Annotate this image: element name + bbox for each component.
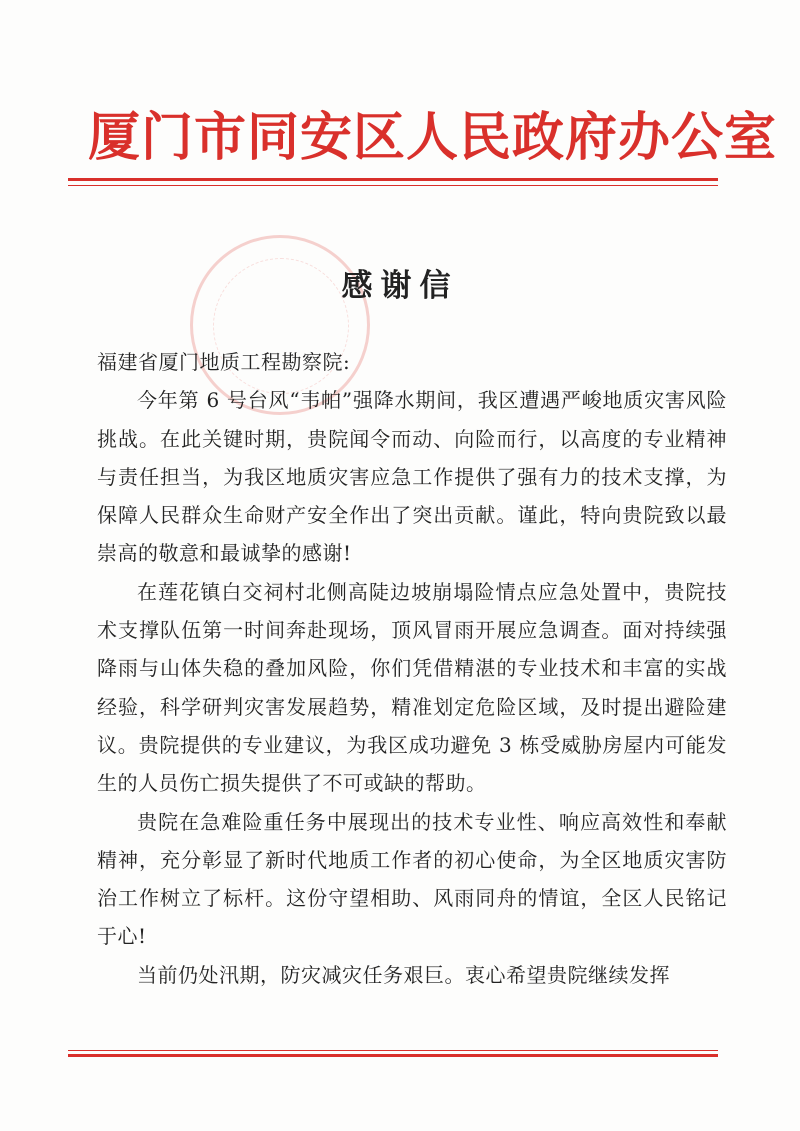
paragraph-1: 今年第 6 号台风“韦帕”强降水期间，我区遭遇严峻地质灾害风险挑战。在此关键时期，贵院闻令而动、向险而行，以高度的专业精神与责任担当，为我区地质灾害应急工作提供了强有力的技术支撑，为保障人民群众生命财产安全作出了突出贡献。谨此，特向贵院致以最崇高的敬意和最诚挚的感谢! <box>97 388 727 566</box>
letter-title: 感谢信 <box>341 268 459 304</box>
org-letterhead: 厦门市同安区人民政府办公室 <box>88 107 778 168</box>
paragraph-4: 当前仍处汛期，防灾减灾任务艰巨。衷心希望贵院继续发挥 <box>137 962 670 987</box>
salutation: 福建省厦门地质工程勘察院: <box>97 350 351 374</box>
header-rule-thin <box>68 185 718 186</box>
footer-rule-thick <box>68 1054 718 1057</box>
paragraph-3: 贵院在急难险重任务中展现出的技术专业性、响应高效性和奉献精神，充分彰显了新时代地质工作者的初心使命，为全区地质灾害防治工作树立了标杆。这份守望相助、风雨同舟的情谊，全区人民铭记于心! <box>97 809 727 949</box>
letter-body <box>97 343 727 994</box>
paragraph-2: 在莲花镇白交祠村北侧高陡边坡崩塌险情点应急处置中，贵院技术支撑队伍第一时间奔赴现场，顶风冒雨开展应急调查。面对持续强降雨与山体失稳的叠加风险，你们凭借精湛的专业技术和丰富的实战经验，科学研判灾害发展趋势，精准划定危险区域，及时提出避险建议。贵院提供的专业建议，为我区成功避免 3 栋受威胁房屋内可能发生的人员伤亡损失提供了不可或缺的帮助。 <box>97 579 727 796</box>
header-rule-thick <box>68 178 718 181</box>
footer-rule-thin <box>68 1050 718 1051</box>
